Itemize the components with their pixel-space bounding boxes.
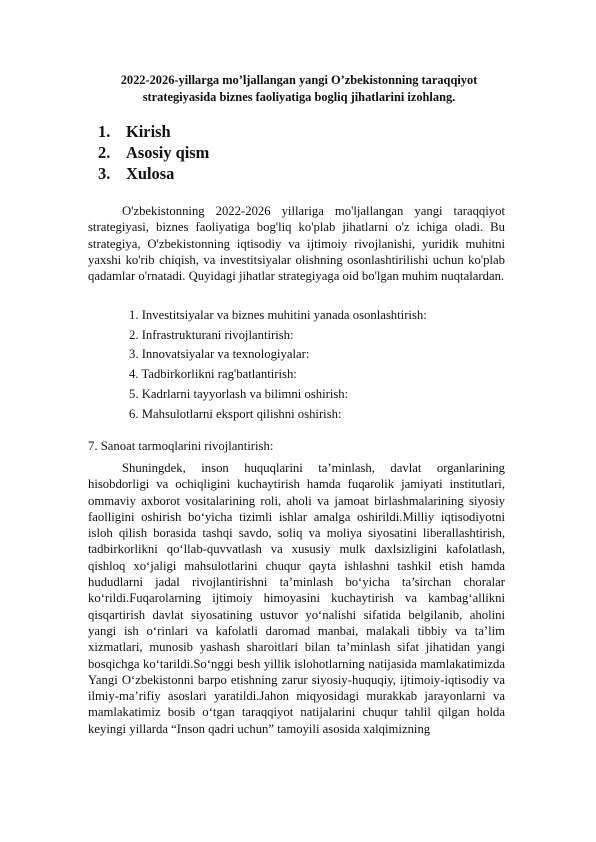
strategy-points-list (129, 306, 427, 424)
toc-label: Xulosa (126, 164, 175, 183)
toc-item (98, 121, 209, 142)
toc-item (98, 163, 209, 184)
toc-number: 2. (98, 143, 111, 162)
toc-label: Asosiy qism (126, 143, 210, 162)
list-item: 4. Tadbirkorlikni rag'batlantirish: (129, 367, 297, 382)
document-title: 2022-2026-yillarga mo’ljallangan yangi O’zbekistonning taraqqiyot strategiyasida biznes faoliyatiga bogliq jihatlarini izohlang. (120, 73, 478, 104)
toc-number: 1. (98, 122, 111, 141)
toc-number: 3. (98, 164, 111, 183)
list-item: 5. Kadrlarni tayyorlash va bilimni oshirish: (129, 386, 349, 401)
toc-item (98, 142, 209, 163)
list-item: 6. Mahsulotlarni eksport qilishni oshirish: (129, 406, 342, 421)
table-of-contents (98, 121, 209, 184)
list-item: 2. Infrastrukturani rivojlantirish: (129, 327, 294, 342)
list-item: 1. Investitsiyalar va biznes muhitini yanada osonlashtirish: (129, 308, 427, 322)
main-paragraph: Shuningdek, inson huquqlarini ta’minlash, davlat organlarining hisobdorligi va ochiqligini kuchaytirish hamda fuqarolik jamiyati institutlari, ommaviy axborot vositalarining roli, aholi va jamoat birlashmalarining siyosiy faolligini oshirish bo‘yicha tizimli ishlar amalga oshirildi.Milliy iqtisodiyotni isloh qilish borasida tashqi savdo, soliq va moliya siyosatini liberallashtirish, tadbirkorlikni qo‘llab-quvvatlash va xususiy mulk daxlsizligini kafolatlash, qishloq xo‘jaligi mahsulotlarini chuqur qayta ishlashni tashkil etish hamda hududlarni jadal rivojlantirishni ta’minlash bo‘yicha ta’sirchan choralar ko‘rildi.Fuqarolarning ijtimoiy himoyasini kuchaytirish va kambag‘allikni qisqartirish davlat siyosatining ustuvor yo‘nalishi sifatida belgilanib, aholini yangi ish o‘rinlari va kafolatli daromad manbai, malakali tibbiy va ta’lim xizmatlari, munosib yashash sharoitlari bilan ta’minlash sifat jihatidan yangi bosqichga ko‘tarildi.So‘nggi besh yillik islohotlarning natijasida mamlakatimizda Yangi O‘zbekistonni barpo etishning zarur siyosiy-huquqiy, ijtimoiy-iqtisodiy va ilmiy-ma’rifiy asoslari yaratildi.Jahon miqyosidagi murakkab jarayonlarni va mamlakatimiz bosib o‘tgan taraqqiyot natijalarini chuqur tahlil qilgan holda keyingi yillarda “Inson qadri uchun” tamoyili asosida xalqimizning (88, 461, 505, 736)
list-item: 3. Innovatsiyalar va texnologiyalar: (129, 347, 310, 362)
intro-paragraph: O'zbekistonning 2022-2026 yillariga mo'ljallangan yangi taraqqiyot strategiyasi, biznes faoliyatiga bog'liq ko'plab jihatlarni o'z ichiga oladi. Bu strategiya, O'zbekistonning iqtisodiy va ijtimoiy rivojlanishi, yuridik muhitni yaxshi ko'rib chiqish, va investitsiyalar olishning osonlashtirilishi uchun ko'plab qadamlar o'rnatadi. Quyidagi jihatlar strategiyaga oid bo'lgan muhim nuqtalardan. (88, 204, 505, 284)
list-item-7: 7. Sanoat tarmoqlarini rivojlantirish: (88, 439, 274, 453)
toc-label: Kirish (126, 122, 171, 141)
